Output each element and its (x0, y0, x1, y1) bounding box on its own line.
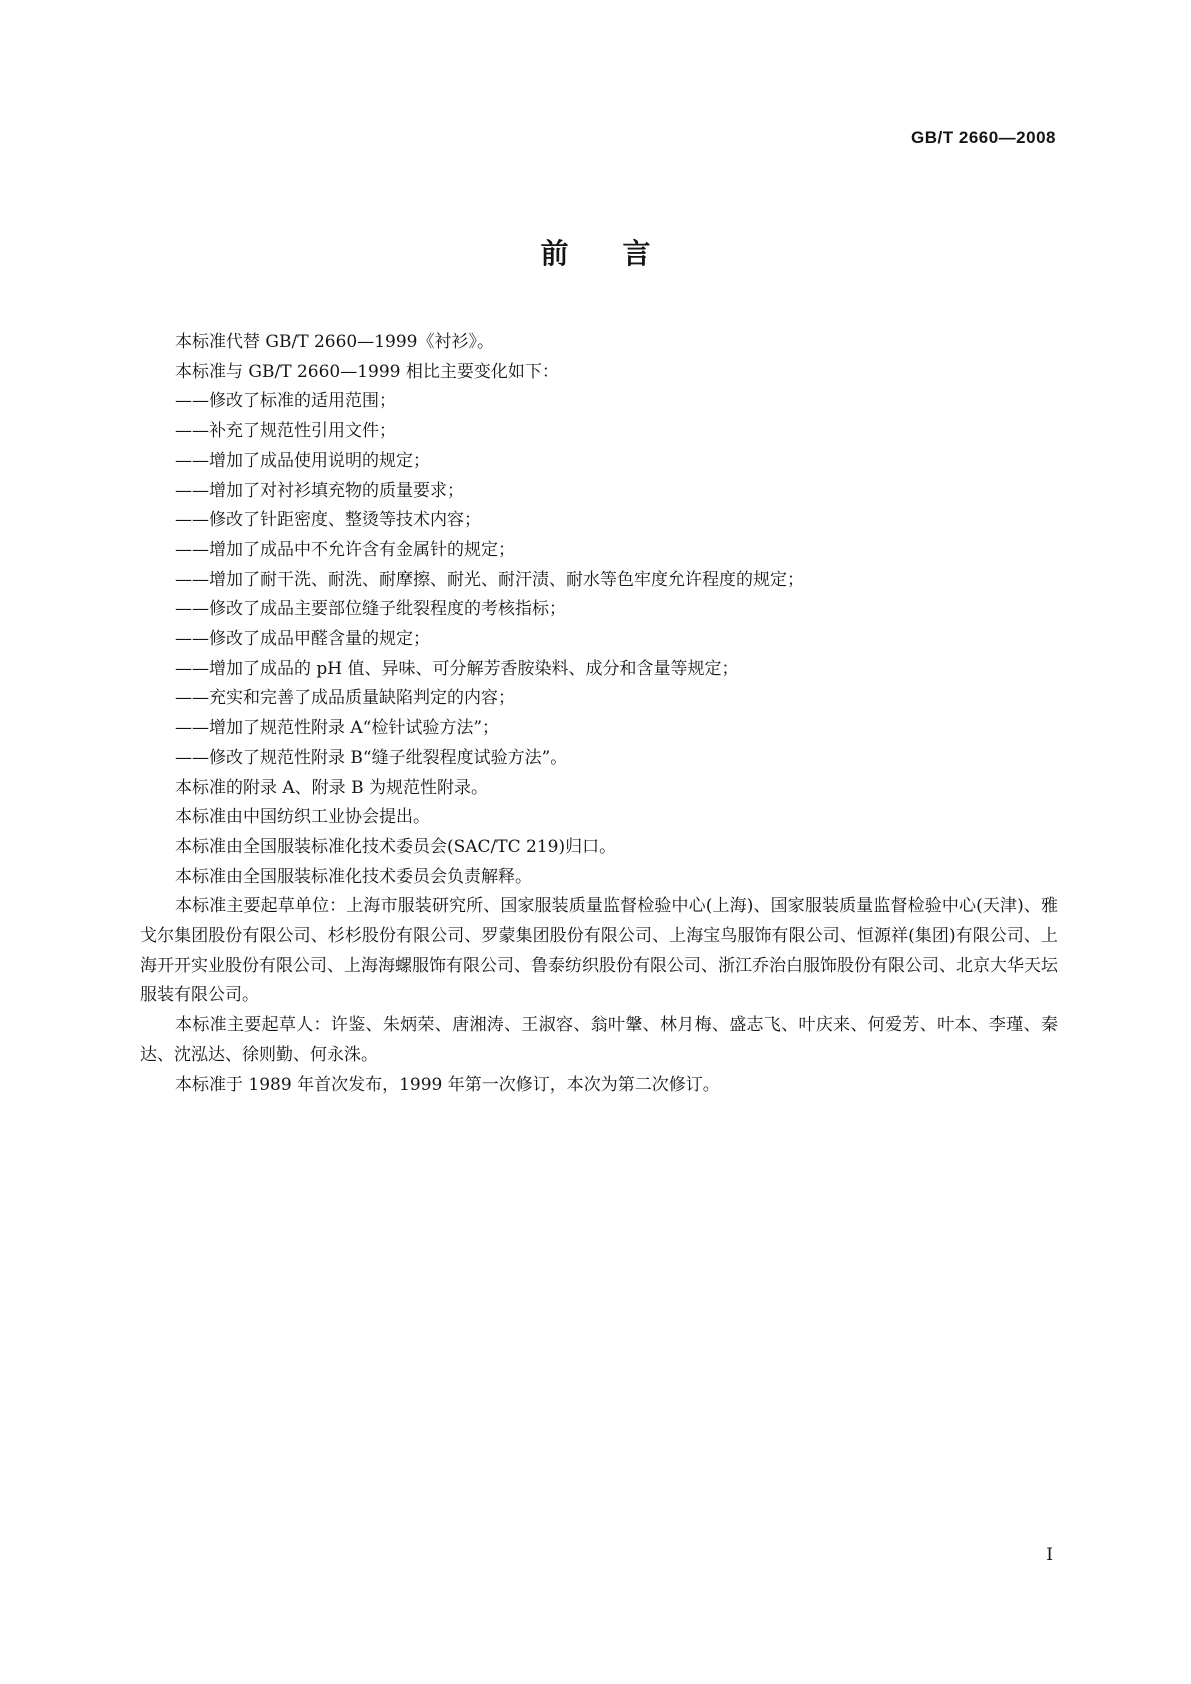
paragraph: 本标准由全国服装标准化技术委员会(SAC/TC 219)归口。 (175, 836, 617, 857)
change-item: ——增加了耐干洗、耐洗、耐摩擦、耐光、耐汗渍、耐水等色牢度允许程度的规定； (175, 569, 804, 590)
paragraph: 本标准于 1989 年首次发布，1999 年第一次修订，本次为第二次修订。 (175, 1074, 720, 1095)
title-char-2: 言 (622, 237, 651, 270)
change-item: ——增加了成品使用说明的规定； (175, 450, 430, 471)
change-item: ——增加了对衬衫填充物的质量要求； (175, 480, 464, 501)
foreword-body (140, 328, 1058, 1100)
standard-code: GB/T 2660—2008 (911, 128, 1056, 147)
change-item: ——补充了规范性引用文件； (175, 421, 396, 442)
paragraph: 本标准由中国纺织工业协会提出。 (175, 807, 430, 828)
change-item: ——修改了针距密度、整烫等技术内容； (175, 510, 481, 531)
paragraph: 本标准与 GB/T 2660—1999 相比主要变化如下： (175, 361, 559, 382)
change-item: ——修改了成品甲醛含量的规定； (175, 629, 430, 650)
change-item: ——增加了成品的 pH 值、异味、可分解芳香胺染料、成分和含量等规定； (175, 658, 739, 679)
page-title (0, 232, 1191, 272)
change-item: ——修改了规范性附录 B“缝子纰裂程度试验方法”。 (175, 747, 568, 768)
paragraph: 本标准代替 GB/T 2660—1999《衬衫》。 (175, 332, 494, 352)
change-item: ——增加了规范性附录 A“检针试验方法”； (175, 718, 500, 739)
paragraph: 本标准的附录 A、附录 B 为规范性附录。 (175, 777, 488, 798)
change-item: ——修改了成品主要部位缝子纰裂程度的考核指标； (175, 599, 566, 620)
title-char-1: 前 (540, 237, 569, 270)
change-item: ——增加了成品中不允许含有金属针的规定； (175, 539, 515, 560)
page-number: I (1046, 1545, 1053, 1565)
paragraph: 本标准由全国服装标准化技术委员会负责解释。 (175, 866, 532, 887)
change-item: ——充实和完善了成品质量缺陷判定的内容； (175, 688, 515, 709)
drafters-paragraph: 本标准主要起草人：许鉴、朱炳荣、唐湘涛、王淑容、翁叶鞶、林月梅、盛志飞、叶庆来、何爱芳、叶本、李瑾、秦达、沈泓达、徐则勤、何永洙。 (140, 1015, 1058, 1065)
change-item: ——修改了标准的适用范围； (175, 391, 396, 412)
drafting-units-paragraph: 本标准主要起草单位：上海市服装研究所、国家服装质量监督检验中心(上海)、国家服装质量监督检验中心(天津)、雅戈尔集团股份有限公司、杉杉股份有限公司、罗蒙集团股份有限公司、上海宝鸟服饰有限公司、恒源祥(集团)有限公司、上海开开实业股份有限公司、上海海螺服饰有限公司、鲁泰纺织股份有限公司、浙江乔治白服饰股份有限公司、北京大华天坛服装有限公司。 (140, 896, 1058, 1006)
